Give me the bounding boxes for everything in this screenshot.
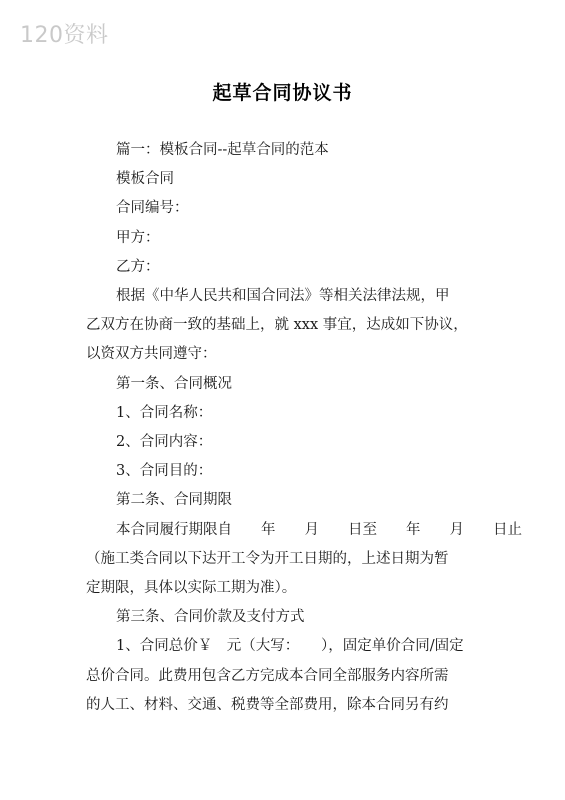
paragraph-line: 乙双方在协商一致的基础上，就 xxx 事宜，达成如下协议， xyxy=(86,317,468,334)
paragraph-line: 1、合同总价￥ 元（大写： ），固定单价合同/固定 xyxy=(116,638,464,655)
paragraph-line: 乙方： xyxy=(116,258,160,275)
paragraph-line: 篇一：模板合同--起草合同的范本 xyxy=(116,142,329,158)
paragraph-line: 3、合同目的： xyxy=(116,463,213,480)
paragraph-line: 总价合同。此费用包含乙方完成本合同全部服务内容所需 xyxy=(86,667,449,684)
paragraph-line: 合同编号： xyxy=(116,200,189,217)
document-title: 起草合同协议书 xyxy=(212,82,353,104)
paragraph-line: 根据《中华人民共和国合同法》等相关法律法规，甲 xyxy=(116,288,450,305)
paragraph-line: 1、合同名称： xyxy=(116,404,213,421)
paragraph-line: 模板合同 xyxy=(116,171,174,188)
paragraph-line: 甲方： xyxy=(116,229,160,246)
paragraph-line: 本合同履行期限自 年 月 日至 年 月 日止 xyxy=(116,521,522,538)
watermark-logo: 120资料 xyxy=(20,23,109,48)
document-body xyxy=(86,136,522,720)
paragraph-line: 的人工、材料、交通、税费等全部费用，除本合同另有约 xyxy=(86,696,449,713)
paragraph-line: 以资双方共同遵守： xyxy=(86,346,217,363)
paragraph-line: 2、合同内容： xyxy=(116,434,213,451)
paragraph-line: 第三条、合同价款及支付方式 xyxy=(116,609,305,626)
paragraph-line: 第二条、合同期限 xyxy=(116,492,232,509)
paragraph-line: 第一条、合同概况 xyxy=(116,375,232,392)
paragraph-line: （施工类合同以下达开工令为开工日期的，上述日期为暂 xyxy=(86,550,449,567)
paragraph-line: 定期限，具体以实际工期为准）。 xyxy=(86,580,297,597)
